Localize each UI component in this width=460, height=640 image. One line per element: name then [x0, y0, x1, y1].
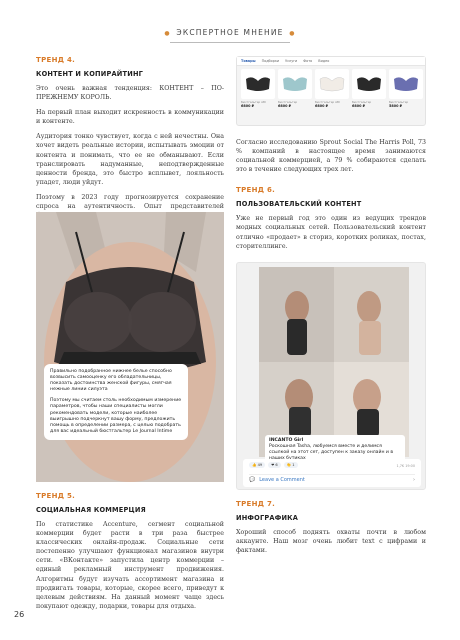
trend6-paragraph-1: Уже не первый год это один из ведущих трендов модных социальных сетей. Пользовательский контент отлично «продает» в сториз, коротких роликах, постах, сторителлинге. [236, 215, 426, 250]
shop-item-list [237, 66, 425, 108]
trend4-block [36, 56, 224, 229]
shop-item [278, 69, 312, 108]
shop-tab: Подборки [261, 59, 280, 63]
caption-paragraph-2: Поэтому мы считаем столь необходимым измерение параметров, чтобы наши специалисты могли рекомендовать модели, которые наиболее выигрышно подчеркнут вашу форму, предложить помощь в определении размера, с целью подобрать для вас идеальный бюстгальтер Le Journal Intime [50, 398, 182, 434]
research-paragraph: Согласно исследованию Sprout Social The Harris Poll, 73 % компаний в настоящее время занимаются социальной коммерцией, а 79 % собираются сделать это в течение следующих трех лет. [236, 139, 426, 174]
trend4-label: ТРЕНД 4. [36, 56, 76, 64]
trend5-label: ТРЕНД 5. [36, 492, 76, 500]
story-footer [243, 459, 421, 487]
trend5-paragraph-1: По статистике Accenture, сегмент социальной коммерции будет расти в три раза быстрее классических онлайн-продаж. Социальные сети постепенно улучшают функционал магазинов внутри сети. «ВКонтакте» запустила центр коммерции – единый рекламный инструмент продвижения. Алгоритмы будут изучать ассортимент магазина и продвигать товары, которые, скорее всего, приведут к целевым действиям. На данный момент чаще здесь покупают одежду, подарки, товары для отдыха. [36, 521, 224, 610]
views-count: 1,7K 19:00 [396, 464, 415, 468]
chevron-right-icon: › [413, 477, 415, 483]
shop-item-name: Бюстгальтер [352, 100, 372, 104]
shop-tabs [237, 57, 425, 66]
trend7-label: ТРЕНД 7. [236, 500, 276, 508]
trend4-paragraph-2: На первый план выходит искренность в коммуникации и контенте. [36, 109, 224, 126]
bra-thumbnail [352, 69, 386, 99]
trend5-title: СОЦИАЛЬНАЯ КОММЕРЦИЯ [36, 506, 146, 514]
shop-tab: Товары [241, 59, 256, 63]
story-caption-title: INCANTO Girl [269, 438, 304, 443]
shop-item-price: 6800 ₽ [278, 104, 291, 109]
shop-item-price: 6800 ₽ [241, 104, 254, 109]
story-image [259, 267, 409, 457]
shop-item-price: 6800 ₽ [352, 104, 365, 109]
photo-caption-box [44, 364, 188, 440]
header-title: ЭКСПЕРТНОЕ МНЕНИЕ [176, 28, 284, 37]
trend6-title: ПОЛЬЗОВАТЕЛЬСКИЙ КОНТЕНТ [236, 200, 362, 209]
story-screenshot [236, 262, 426, 490]
trend6-label: ТРЕНД 6. [236, 186, 276, 195]
shop-screenshot [236, 56, 426, 126]
lingerie-illustration [36, 212, 224, 482]
trend7-block [236, 500, 426, 555]
research-block [236, 132, 426, 251]
reaction-heart[interactable]: ❤ 6 [268, 462, 280, 468]
header-divider [170, 42, 290, 43]
caption-paragraph-1: Правильно подобранное нижнее белье способно возвысить самооценку его обладательницы, показать достоинства женской фигуры, смягчая нежные линии силуэта [50, 369, 172, 393]
trend4-paragraph-3: Аудитория тонко чувствует, когда с ней нечестны. Она хочет видеть реальные истории, испытывать эмоции от контента и понимать, что ее не обманывают. Если транслировать надуманные, неподтвержденные ценности бренда, это быстро всплывет, лояльность упадет, люди уйдут. [36, 133, 224, 186]
comment-label: Leave a Comment [259, 477, 305, 483]
page-number: 26 [14, 610, 25, 619]
bullet-dot-left: ● [164, 29, 171, 37]
shop-tab: Услуги [285, 59, 298, 63]
bra-thumbnail [278, 69, 312, 99]
reaction-clap[interactable]: 👏 1 [284, 462, 298, 468]
bra-thumbnail [241, 69, 275, 99]
shop-item-price: 5800 ₽ [389, 104, 402, 109]
comment-icon: 💬 [249, 477, 256, 483]
lingerie-photo [36, 212, 224, 482]
shop-item-name: Бюстгальтер [278, 100, 298, 104]
shop-tab: Фото [303, 59, 313, 63]
shop-item-name: Бюстгальтер ABI [241, 100, 266, 104]
trend4-paragraph-1: Это очень важная тенденция: КОНТЕНТ – ПО-ПРЕЖНЕМУ КОРОЛЬ. [36, 85, 224, 102]
shop-item-name: Бюстгальтер ABI [315, 100, 340, 104]
trend7-paragraph-1: Хороший способ поднять охваты почти в любом аккаунте. Наш мозг очень любит text с цифрами и фактами. [236, 529, 426, 555]
bra-thumbnail [315, 69, 349, 99]
shop-item-price: 6800 ₽ [315, 104, 328, 109]
reaction-like[interactable]: 👍 49 [249, 462, 265, 468]
trend7-title: ИНФОГРАФИКА [236, 514, 299, 522]
bullet-dot-right: ● [289, 29, 296, 37]
story-caption-body: Роскошная Tasha, любуемся вместе и делимся ссылкой на этот сет, доступен к заказу онлайн и в [269, 444, 394, 455]
shop-item [389, 69, 423, 108]
shop-item [315, 69, 349, 108]
shop-tab: Видео [318, 59, 330, 63]
shop-item-name: Бюстгальтер [389, 100, 409, 104]
bra-thumbnail [389, 69, 423, 99]
shop-item [352, 69, 386, 108]
story-photo-illustration [259, 267, 409, 457]
reaction-list [249, 462, 298, 468]
trend4-paragraph-4: Поэтому в 2023 году прогнозируется сохранение спроса на аутентичность. Опыт представителей [36, 193, 224, 211]
shop-item [241, 69, 275, 108]
section-header [0, 28, 460, 37]
leave-comment-link[interactable] [249, 474, 415, 483]
trend5-block [36, 492, 224, 611]
trend4-title: КОНТЕНТ И КОПИРАЙТИНГ [36, 70, 144, 78]
